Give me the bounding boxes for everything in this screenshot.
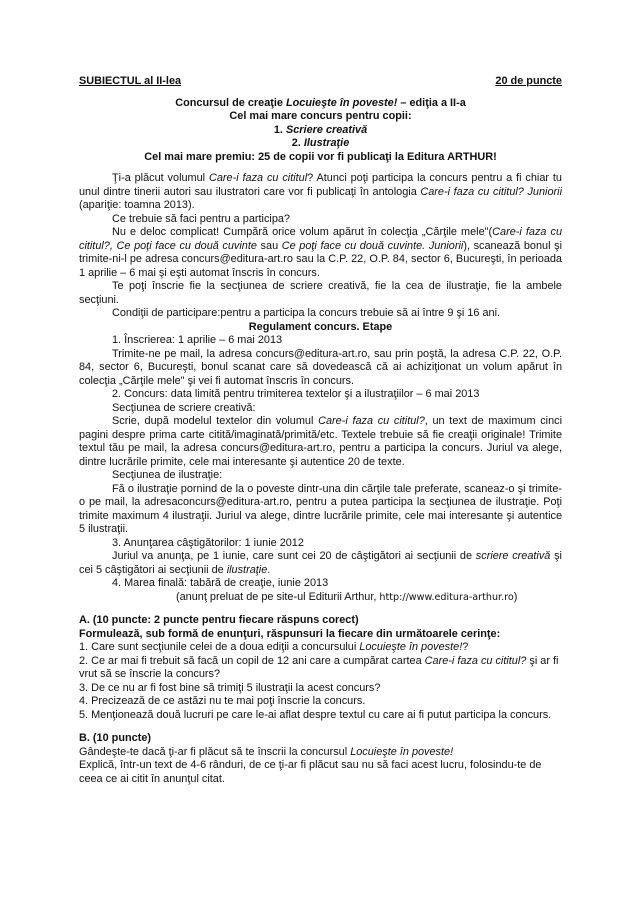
section-b-title: B. (10 puncte) (79, 732, 152, 744)
section-illustration-text: Fă o ilustraţie pornind de la o poveste dintr-una din cărţile tale preferate, scaneaz-o şi trimite-o pe mail, la adresaconcurs@editura-art.ro, pentru a putea participa la secţiunea de ilustraţie. Poţi trimite maximum 4 ilustraţii. Juriul va alege, dintre lucrările primite, cele mai interesante şi autentice 5 ilustraţii. (79, 482, 562, 535)
stage-4-title: 4. Marea finală: tabără de creaţie, iunie 2013 (112, 577, 329, 589)
exam-page (79, 75, 562, 786)
source-note: (anunţ preluat de pe site-ul Editurii Arthur, http://www.editura-arthur.ro) (176, 590, 518, 603)
section-b (79, 732, 562, 786)
section-writing-title: Secţiunea de scriere creativă: (112, 401, 256, 414)
section-a (79, 614, 562, 722)
question-line: Ce trebuie să faci pentru a participa? (112, 212, 290, 225)
prize-line: Cel mai mare premiu: 25 de copii vor fi publicaţi la Editura ARTHUR! (144, 150, 497, 163)
subject-label: SUBIECTUL al II-lea (79, 75, 182, 87)
stage-3-title: 3. Anunţarea câştigătorilor: 1 iunie 2012 (112, 536, 304, 549)
announcement-text (79, 172, 562, 604)
contest-title: Concursul de creaţie Locuieşte în poveste! – ediţia a II-a (175, 96, 466, 109)
points-label: 20 de puncte (495, 75, 562, 87)
question-1: 1. Care sunt secţiunile celei de a doua ediţii a concursului Locuieşte în poveste!? (79, 641, 469, 653)
section-writing-text: Scrie, după modelul textelor din volumul Care-i faza cu cititul?, un text de maximum cinci pagini despre prima carte citită/imaginată/primită/etc. Textele trebuie să fie creaţii originale! Trimite textul tău pe mail, la adresa concurs@editura-art.ro, pentru a participa la concurs. Juriul va alege, dintre lucrările primite, cele mai interesante şi autentice 20 de texte. (79, 415, 563, 468)
contest-title-block (79, 97, 562, 165)
stage-2-title: 2. Concurs: data limită pentru trimiterea textelor şi a ilustraţiilor – 6 mai 2013 (112, 388, 480, 400)
question-2: 2. Ce ar mai fi trebuit să facă un copil de 12 ani care a cumpărat cartea Care-i faza cu cititul? şi ar fi vrut să se înscrie la concurs? (79, 654, 559, 680)
section-b-line-1: Gândeşte-te dacă ţi-ar fi plăcut să te înscrii la concursul Locuieşte în poveste! (79, 745, 454, 758)
contest-subtitle: Cel mai mare concurs pentru copii: (229, 110, 412, 122)
regulation-title: Regulament concurs. Etape (248, 320, 393, 333)
section-a-instructions: Formulează, sub formă de enunţuri, răspunsuri la fiecare din următoarele cerinţe: (79, 627, 501, 640)
category-1: 1. Scriere creativă (273, 123, 368, 136)
stage-3-text: Juriul va anunţa, pe 1 iunie, care sunt cei 20 de câştigători ai secţiunii de scriere creativă şi cei 5 câştigători ai secţiunii de ilustraţie. (79, 550, 562, 576)
paragraph-conditions: Condiţii de participare:pentru a participa la concurs trebuie să ai între 9 şi 16 ani. (112, 307, 501, 319)
question-3: 3. De ce nu ar fi fost bine să trimiţi 5 ilustraţii la acest concurs? (79, 681, 381, 694)
category-2: 2. Ilustraţie (291, 137, 350, 149)
section-b-line-2: Explică, într-un text de 4-6 rânduri, de ce ţi-ar fi plăcut sau nu să faci acest lucru, folosindu-te de ceea ce ai citit în anunţul citat. (79, 759, 542, 785)
paragraph-how: Nu e deloc complicat! Cumpără orice volum apărut în colecţia „Cărţile mele"(Care-i faza cu cititul?, Ce poţi face cu două cuvinte sau Ce poţi face cu două cuvinte. Juniorii), scanează bonul şi trimite-ni-l pe adresa concurs@editura-art.ro sau la C.P. 22, O.P. 84, sector 6, Bucureşti, în perioada 1 aprilie – 6 mai şi eşti automat înscris în concurs. (79, 226, 562, 279)
exam-header (79, 75, 562, 89)
stage-1-text: Trimite-ne pe mail, la adresa concurs@editura-art.ro, sau prin poştă, la adresa C.P. 22, O.P. 84, sector 6, Bucureşti, bonul scanat care să dovedească că ai achiziţionat un volum apărut în colecţia „Cărţile mele" şi vei fi automat înscris în concurs. (79, 347, 562, 387)
question-4: 4. Precizează de ce astăzi nu te mai poţi înscrie la concurs. (79, 695, 366, 707)
section-a-title: A. (10 puncte: 2 puncte pentru fiecare răspuns corect) (79, 614, 359, 626)
question-5: 5. Menţionează două lucruri pe care le-ai aflat despre textul cu care ai fi putut participa la concurs. (79, 708, 552, 721)
paragraph-sections: Te poţi înscrie fie la secţiunea de scriere creativă, fie la cea de ilustraţie, fie la ambele secţiuni. (79, 280, 562, 306)
paragraph-intro: Ţi-a plăcut volumul Care-i faza cu cititul? Atunci poţi participa la concurs pentru a fi chiar tu unul dintre tinerii autori sau ilustratori care vor fi publicaţi în antologia Care-i faza cu cititul? Juniorii (apariţie: toamna 2013). (79, 172, 562, 211)
stage-1-title: 1. Înscrierea: 1 aprilie – 6 mai 2013 (112, 334, 283, 346)
section-illustration-title: Secţiunea de ilustraţie: (112, 469, 223, 481)
